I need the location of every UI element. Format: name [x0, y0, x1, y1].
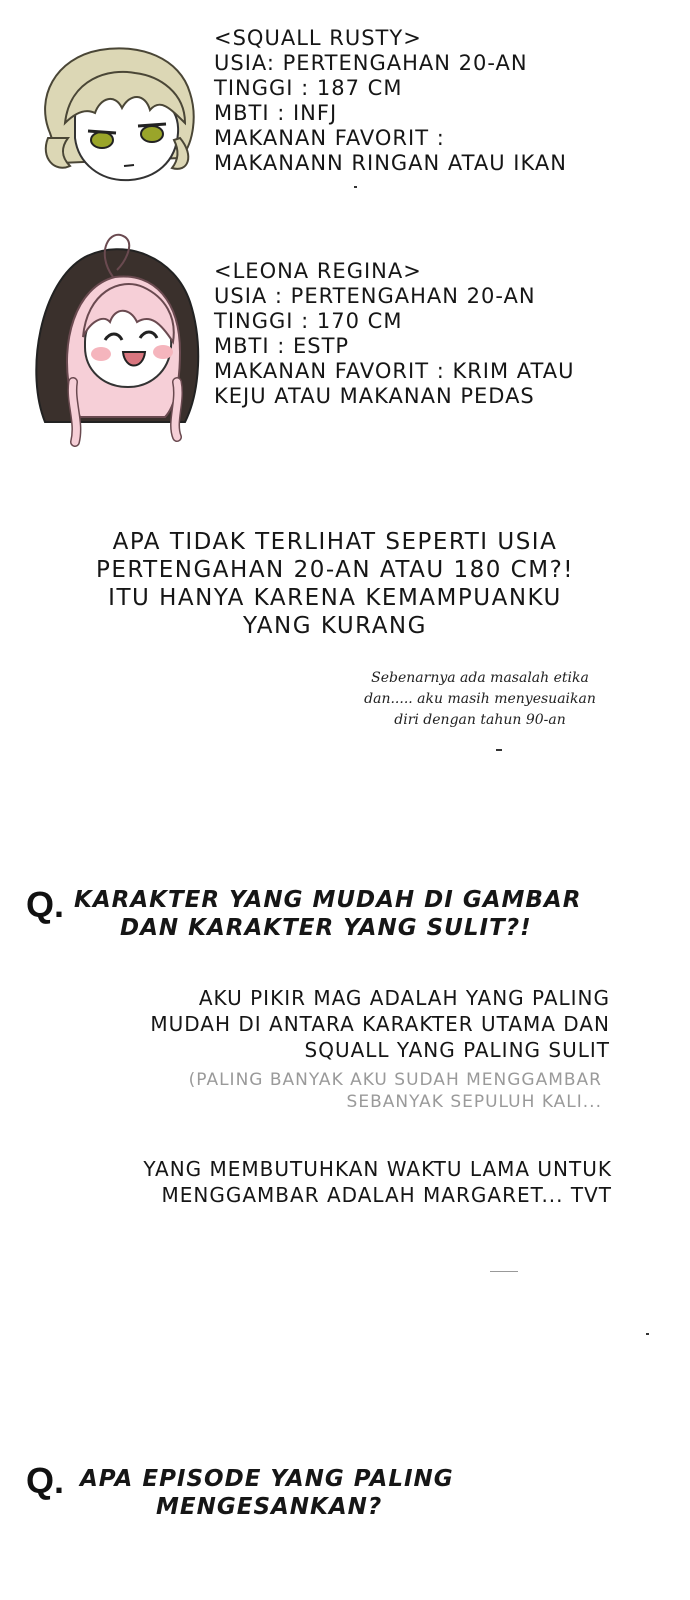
aside-line: SEBANYAK SEPULUH KALI... — [346, 1092, 602, 1112]
answer-aside — [189, 1069, 602, 1113]
speck — [490, 1271, 518, 1272]
statement-line: APA TIDAK TERLIHAT SEPERTI USIA — [112, 529, 558, 555]
answer-line: YANG MEMBUTUHKAN WAKTU LAMA UNTUK — [143, 1157, 612, 1181]
question-text — [80, 1465, 454, 1521]
answer-line: AKU PIKIR MAG ADALAH YANG PALING — [198, 986, 610, 1010]
squall-avatar — [30, 38, 205, 188]
leona-profile — [214, 259, 574, 409]
question-letter: Q. — [26, 1460, 65, 1501]
question-line: KARAKTER YANG MUDAH DI GAMBAR — [74, 887, 582, 913]
note-line: dan..... aku masih menyesuaikan — [364, 691, 596, 707]
profile-age: USIA : PERTENGAHAN 20-AN — [214, 284, 536, 308]
speck — [646, 1333, 649, 1335]
statement-line: PERTENGAHAN 20-AN ATAU 180 CM?! — [95, 557, 575, 583]
leona-avatar — [25, 222, 205, 447]
profile-food-value: MAKANANN RINGAN ATAU IKAN — [214, 151, 567, 175]
answer-main — [150, 985, 610, 1063]
question-line: DAN KARAKTER YANG SULIT?! — [120, 915, 532, 941]
profile-mbti: MBTI : ESTP — [214, 334, 350, 358]
question-line: APA EPISODE YANG PALING — [80, 1466, 454, 1492]
question-text — [74, 886, 581, 942]
profile-age: USIA: PERTENGAHAN 20-AN — [214, 51, 528, 75]
question-letter: Q. — [26, 884, 65, 925]
answer-line: MUDAH DI ANTARA KARAKTER UTAMA DAN — [150, 1012, 610, 1036]
speck — [354, 186, 357, 188]
squall-profile — [214, 26, 567, 176]
profile-height: TINGGI : 170 CM — [214, 309, 403, 333]
speck — [496, 749, 502, 751]
profile-mbti: MBTI : INFJ — [214, 101, 338, 125]
profile-food-label: MAKANAN FAVORIT : KRIM ATAU — [214, 359, 575, 383]
side-note — [330, 668, 630, 731]
answer-secondary — [143, 1156, 612, 1208]
question-line: MENGESANKAN? — [156, 1494, 383, 1520]
profile-name: <SQUALL RUSTY> — [214, 26, 422, 50]
profile-food-label: MAKANAN FAVORIT : — [214, 126, 445, 150]
answer-line: SQUALL YANG PALING SULIT — [304, 1038, 610, 1062]
aside-line: (PALING BANYAK AKU SUDAH MENGGAMBAR — [188, 1070, 602, 1090]
profile-food-value: KEJU ATAU MAKANAN PEDAS — [214, 384, 535, 408]
note-line: Sebenarnya ada masalah etika — [371, 670, 589, 686]
statement-line: ITU HANYA KARENA KEMAMPUANKU — [108, 585, 562, 611]
statement-line: YANG KURANG — [243, 613, 427, 639]
profile-height: TINGGI : 187 CM — [214, 76, 403, 100]
note-line: diri dengan tahun 90-an — [394, 712, 566, 728]
answer-line: MENGGAMBAR ADALAH MARGARET... TVT — [161, 1183, 612, 1207]
statement — [0, 528, 670, 640]
profile-name: <LEONA REGINA> — [214, 259, 422, 283]
